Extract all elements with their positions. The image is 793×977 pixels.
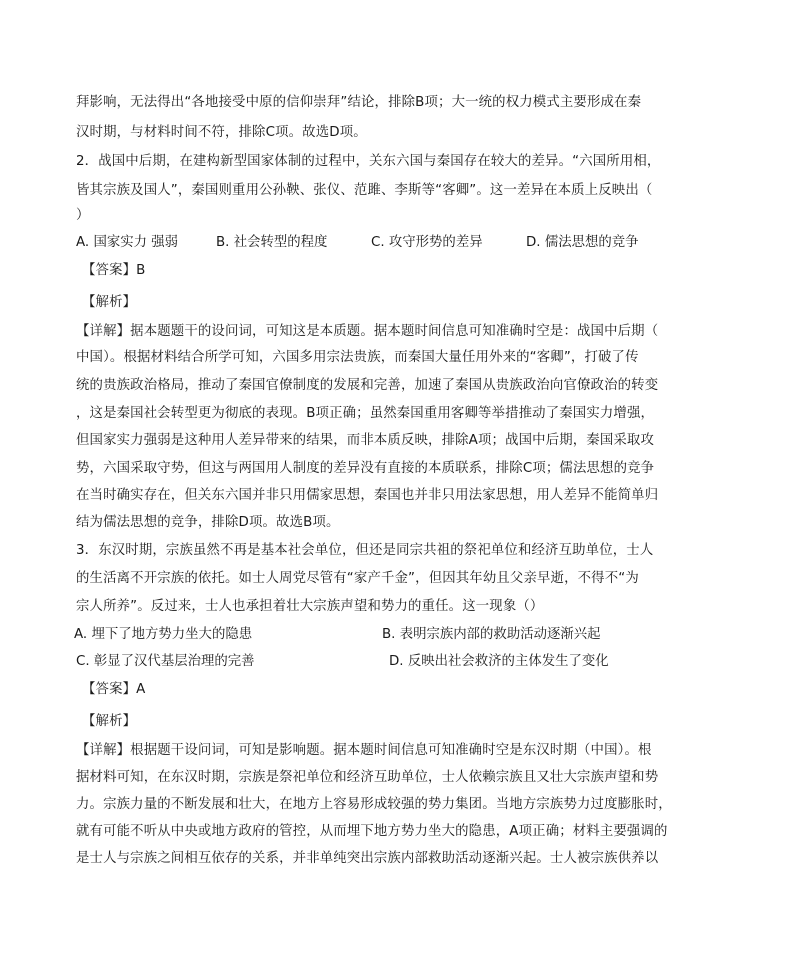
q2-option-c: C. 攻守形势的差异 bbox=[371, 235, 483, 250]
q2-stem-line-1: 2．战国中后期，在建构新型国家体制的过程中，关东六国与秦国存在较大的差异。“六国所用相， bbox=[76, 154, 661, 169]
q2-option-a: A. 国家实力 强弱 bbox=[76, 235, 179, 250]
q3-detail-line-5: 是士人与宗族之间相互依存的关系，并非单纯突出宗族内部救助活动逐渐兴起。士人被宗族供养以 bbox=[76, 851, 659, 866]
q3-detail-line-1: 【详解】根据题干设问词，可知是影响题。据本题时间信息可知准确时空是东汉时期（中国）。根 bbox=[76, 743, 652, 758]
q2-stem-line-2: 皆其宗族及国人”，秦国则重用公孙鞅、张仪、范雎、李斯等“客卿”。这一差异在本质上反映出（ bbox=[76, 183, 653, 198]
q1-tail-line-1: 拜影响，无法得出“各地接受中原的信仰崇拜”结论，排除B项；大一统的权力模式主要形成在秦 bbox=[76, 95, 642, 110]
q2-answer: 【答案】B bbox=[82, 263, 146, 278]
q2-detail-line-7: 在当时确实存在，但关东六国并非只用儒家思想，秦国也并非只用法家思想，用人差异不能简单归 bbox=[76, 488, 659, 503]
q3-stem-line-1: 3．东汉时期，宗族虽然不再是基本社会单位，但还是同宗共祖的祭祀单位和经济互助单位，士人 bbox=[76, 543, 654, 558]
q3-option-c: C. 彰显了汉代基层治理的完善 bbox=[76, 654, 255, 669]
q3-detail-line-4: 就有可能不听从中央或地方政府的管控，从而埋下地方势力坐大的隐患，A项正确；材料主要强调的 bbox=[76, 824, 668, 839]
q2-analysis-title: 【解析】 bbox=[82, 295, 137, 310]
q3-option-a: A. 埋下了地方势力坐大的隐患 bbox=[74, 627, 253, 642]
q3-detail-line-2: 据材料可知，在东汉时期，宗族是祭祀单位和经济互助单位，士人依赖宗族且又壮大宗族声望和势 bbox=[76, 770, 659, 785]
q2-detail-line-4: ，这是秦国社会转型更为彻底的表现。B项正确；虽然秦国重用客卿等举措推动了秦国实力增强， bbox=[76, 406, 655, 421]
q2-stem-line-3: ） bbox=[76, 208, 90, 223]
q2-detail-line-8: 结为儒法思想的竞争，排除D项。故选B项。 bbox=[76, 515, 340, 530]
q3-stem-line-3: 宗人所养”。反过来，士人也承担着壮大宗族声望和势力的重任。这一现象（） bbox=[76, 599, 544, 614]
q2-option-b: B. 社会转型的程度 bbox=[216, 235, 328, 250]
q2-detail-line-3: 统的贵族政治格局，推动了秦国官僚制度的发展和完善，加速了秦国从贵族政治向官僚政治的转变 bbox=[76, 378, 659, 393]
q3-answer: 【答案】A bbox=[82, 682, 146, 697]
q2-option-d: D. 儒法思想的竞争 bbox=[526, 235, 639, 250]
q3-option-b: B. 表明宗族内部的救助活动逐渐兴起 bbox=[382, 627, 601, 642]
q1-tail-line-2: 汉时期，与材料时间不符，排除C项。故选D项。 bbox=[76, 125, 367, 140]
q3-option-d: D. 反映出社会救济的主体发生了变化 bbox=[389, 654, 609, 669]
q2-detail-line-1: 【详解】据本题题干的设问词，可知这是本质题。据本题时间信息可知准确时空是：战国中后期（ bbox=[76, 324, 659, 339]
q2-detail-line-2: 中国）。根据材料结合所学可知，六国多用宗法贵族，而秦国大量任用外来的“客卿”，打破了传 bbox=[76, 350, 639, 365]
q3-analysis-title: 【解析】 bbox=[82, 714, 137, 729]
q3-detail-line-3: 力。宗族力量的不断发展和壮大，在地方上容易形成较强的势力集团。当地方宗族势力过度膨胀时， bbox=[76, 797, 672, 812]
q2-detail-line-5: 但国家实力强弱是这种用人差异带来的结果，而非本质反映，排除A项；战国中后期，秦国采取攻 bbox=[76, 433, 655, 448]
q3-stem-line-2: 的生活离不开宗族的依托。如士人周党尽管有“家产千金”，但因其年幼且父亲早逝，不得不“为 bbox=[76, 571, 639, 586]
q2-detail-line-6: 势，六国采取守势，但这与两国用人制度的差异没有直接的本质联系，排除C项；儒法思想的竞争 bbox=[76, 461, 655, 476]
